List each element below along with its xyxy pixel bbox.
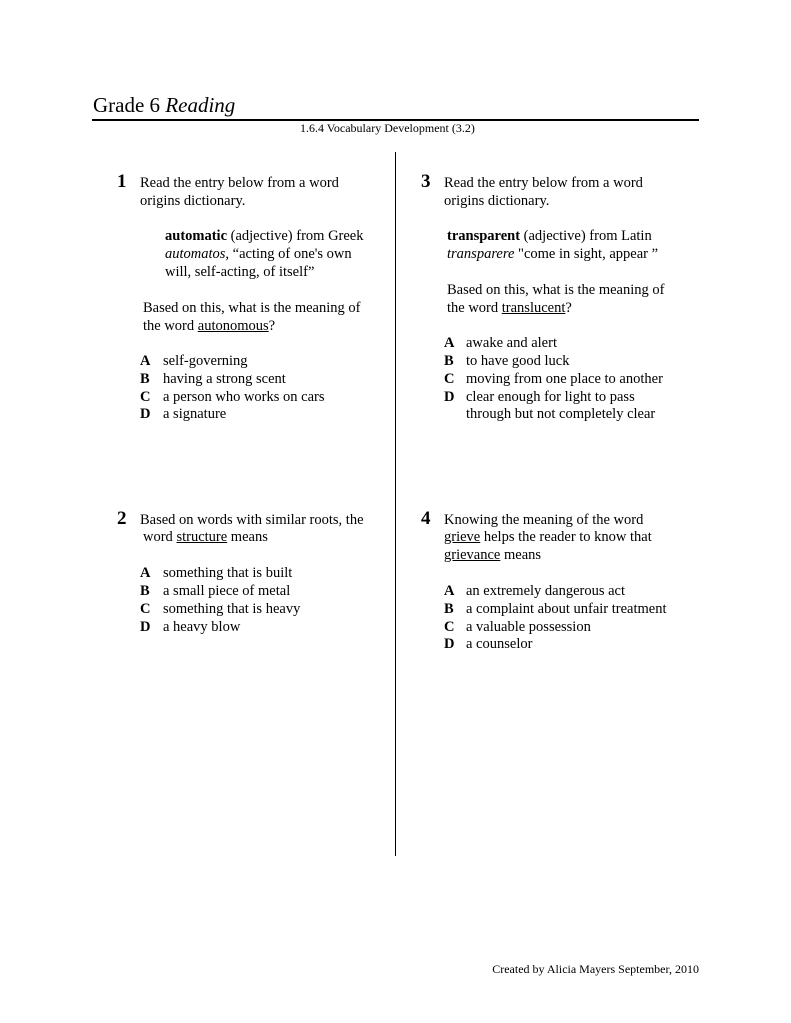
question-1-intro-line-1: Read the entry below from a word — [140, 175, 339, 191]
question-3-entry-rest: (adjective) from Latin — [520, 228, 652, 244]
question-1-entry-line-1 — [165, 227, 363, 245]
page-title — [93, 92, 235, 118]
question-3-entry-line-2 — [447, 245, 658, 263]
question-4-word-grieve: grieve — [444, 529, 481, 545]
question-1-intro-line-2: origins dictionary. — [140, 193, 246, 209]
question-2-option-c[interactable]: something that is heavy — [163, 601, 301, 617]
question-1-option-d[interactable]: a signature — [163, 406, 227, 422]
question-3-prompt-post: ? — [565, 300, 572, 316]
question-3-intro-line-2: origins dictionary. — [444, 193, 550, 209]
question-2-option-d-letter: D — [140, 619, 151, 635]
question-1-option-b-letter: B — [140, 371, 150, 387]
question-3-option-b[interactable]: to have good luck — [466, 353, 570, 369]
question-3-number: 3 — [421, 171, 431, 192]
question-3-option-a-letter: A — [444, 335, 455, 351]
question-3-entry-definition: "come in sight, appear ” — [514, 246, 659, 262]
question-4-stem-line-3 — [444, 546, 541, 564]
question-3-prompt-line-1: Based on this, what is the meaning of — [447, 282, 665, 298]
question-1-option-a-letter: A — [140, 353, 151, 369]
footer-credit: Created by Alicia Mayers September, 2010 — [492, 962, 699, 976]
question-3-entry-origin: transparere — [447, 246, 515, 262]
question-4-stem-post: means — [500, 547, 542, 563]
question-3-option-d-continued[interactable]: through but not completely clear — [466, 406, 656, 422]
question-2-option-b[interactable]: a small piece of metal — [163, 583, 291, 599]
question-3-option-c[interactable]: moving from one place to another — [466, 371, 663, 387]
question-1-prompt-post: ? — [268, 318, 276, 334]
question-3-option-b-letter: B — [444, 353, 454, 369]
question-3-target-word: translucent — [501, 300, 566, 316]
question-4-option-b[interactable]: a complaint about unfair treatment — [466, 601, 667, 617]
question-1-option-b[interactable]: having a strong scent — [163, 371, 286, 387]
question-1-entry-line-3: will, self-acting, of itself” — [165, 264, 315, 280]
question-2-stem-line-2 — [143, 528, 268, 546]
question-2-target-word: structure — [176, 529, 228, 545]
question-3-intro-line-1: Read the entry below from a word — [444, 175, 643, 191]
question-2-option-a[interactable]: something that is built — [163, 565, 293, 581]
question-3-option-d[interactable]: clear enough for light to pass — [466, 389, 635, 405]
question-3-entry-line-1 — [447, 227, 652, 245]
column-divider — [395, 152, 396, 856]
question-1-entry-word: automatic — [165, 228, 228, 244]
question-1-option-d-letter: D — [140, 406, 151, 422]
question-4-number: 4 — [421, 508, 431, 529]
question-4-option-d[interactable]: a counselor — [466, 636, 533, 652]
question-1-prompt-pre: the word — [143, 318, 198, 334]
question-2-option-c-letter: C — [140, 601, 151, 617]
question-4-option-a-letter: A — [444, 583, 455, 599]
question-4-option-b-letter: B — [444, 601, 454, 617]
question-3-entry-word: transparent — [447, 228, 521, 244]
question-2-option-b-letter: B — [140, 583, 150, 599]
question-4-option-d-letter: D — [444, 636, 455, 652]
question-2-stem-line-1: Based on words with similar roots, the — [140, 512, 364, 528]
question-1-prompt-line-1: Based on this, what is the meaning of — [143, 300, 361, 316]
question-2-option-a-letter: A — [140, 565, 151, 581]
question-1-target-word: autonomous — [197, 318, 269, 334]
question-1-entry-rest: (adjective) from Greek — [227, 228, 364, 244]
standard-subheader: 1.6.4 Vocabulary Development (3.2) — [300, 121, 475, 135]
question-1-option-c[interactable]: a person who works on cars — [163, 389, 325, 405]
question-1-entry-definition: , “acting of one's own — [225, 246, 352, 262]
question-4-option-c-letter: C — [444, 619, 455, 635]
question-4-target-word: grievance — [444, 547, 501, 563]
title-grade: Grade 6 — [93, 93, 161, 117]
question-2-option-d[interactable]: a heavy blow — [163, 619, 241, 635]
question-1-entry-line-2 — [165, 245, 352, 263]
question-3-prompt-line-2 — [447, 299, 572, 317]
question-1-option-c-letter: C — [140, 389, 151, 405]
question-3-option-c-letter: C — [444, 371, 455, 387]
question-3-prompt-pre: the word — [447, 300, 502, 316]
question-4-stem-mid: helps the reader to know that — [480, 529, 652, 545]
question-3-option-d-letter: D — [444, 389, 455, 405]
title-subject: Reading — [165, 93, 236, 117]
question-2-number: 2 — [117, 508, 127, 529]
question-3-option-a[interactable]: awake and alert — [466, 335, 557, 351]
question-4-option-c[interactable]: a valuable possession — [466, 619, 591, 635]
question-1-entry-origin: automatos — [165, 246, 226, 262]
question-2-stem-post: means — [227, 529, 268, 545]
question-4-option-a[interactable]: an extremely dangerous act — [466, 583, 626, 599]
question-1-prompt-line-2 — [143, 317, 275, 335]
question-2-stem-pre: word — [143, 529, 177, 545]
question-4-stem-line-2 — [444, 528, 652, 546]
question-4-stem-line-1: Knowing the meaning of the word — [444, 512, 644, 528]
question-1-option-a[interactable]: self-governing — [163, 353, 248, 369]
question-1-number: 1 — [117, 171, 127, 192]
